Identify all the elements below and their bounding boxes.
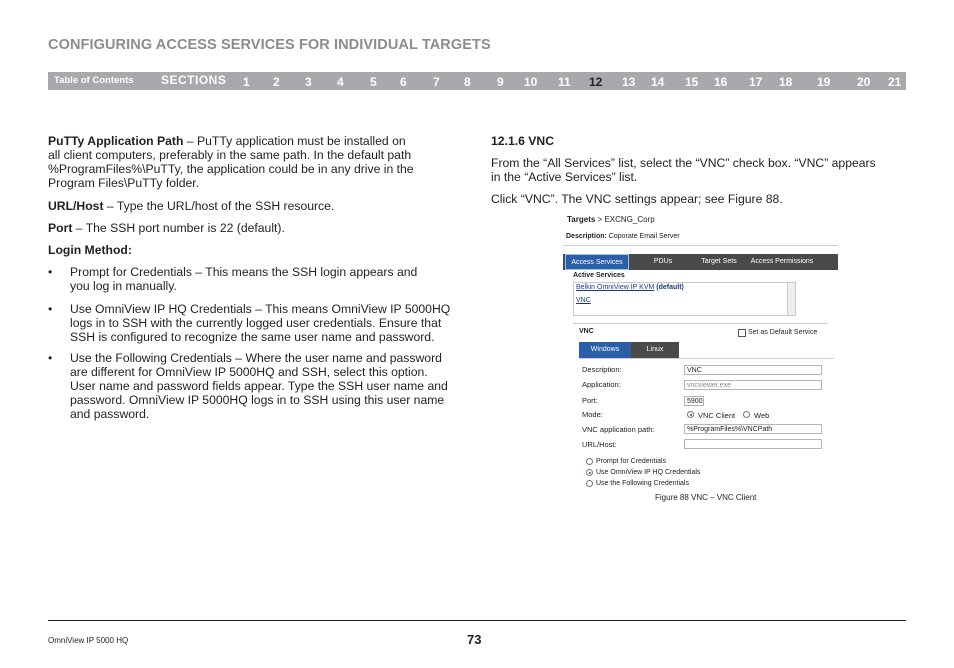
section-link-6[interactable]: 6 <box>400 75 407 89</box>
tab-pdus[interactable]: PDUs <box>653 258 673 265</box>
section-link-9[interactable]: 9 <box>497 75 504 89</box>
port-label: Port <box>48 221 73 235</box>
login-method-heading: Login Method: <box>48 243 132 257</box>
tab-windows[interactable]: Windows <box>579 342 631 358</box>
section-link-11[interactable]: 11 <box>558 75 571 89</box>
footer-product-name: OmniView IP 5000 HQ <box>48 636 129 645</box>
bullet-dot: • <box>48 302 53 316</box>
section-link-7[interactable]: 7 <box>433 75 440 89</box>
bullet-3-line-3: User name and password fields appear. Type the SSH user name and <box>70 379 448 393</box>
application-input[interactable]: vncviewer.exe <box>684 380 822 390</box>
section-link-20[interactable]: 20 <box>857 75 871 89</box>
description-value: Coporate Email Server <box>606 233 680 240</box>
vnc-panel-title: VNC <box>579 328 594 335</box>
left-column <box>48 134 468 434</box>
port-paragraph <box>48 221 285 235</box>
section-heading-vnc: 12.1.6 VNC <box>491 134 555 148</box>
login-prompt-label: Prompt for Credentials <box>596 458 667 465</box>
footer-rule <box>48 620 906 621</box>
section-link-17[interactable]: 17 <box>749 75 763 89</box>
tab-access-permissions[interactable]: Access Permissions <box>750 258 814 265</box>
login-following-credentials-radio[interactable] <box>586 480 593 487</box>
login-hq-credentials-label: Use OmniView IP HQ Credentials <box>596 469 701 476</box>
putty-path-line-4: Program Files\PuTTy folder. <box>48 176 200 190</box>
service-item-belkin[interactable]: Belkin OmniView IP KVM (default) <box>576 284 684 291</box>
tab-access-services[interactable]: Access Services <box>565 254 629 270</box>
section-link-4[interactable]: 4 <box>337 75 344 89</box>
vnc-path-input[interactable]: %ProgramFiles%\VNCPath <box>684 424 822 434</box>
target-name: EXCNG_Corp <box>604 215 655 224</box>
description-input[interactable]: VNC <box>684 365 822 375</box>
section-link-14[interactable]: 14 <box>651 75 665 89</box>
description-label: Description: <box>566 233 607 240</box>
section-nav-bar <box>48 72 906 90</box>
targets-label: Targets <box>567 215 596 224</box>
port-text: – The SSH port number is 22 (default). <box>72 221 285 235</box>
targets-breadcrumb <box>567 215 655 224</box>
mode-vnc-client-label: VNC Client <box>698 411 736 420</box>
target-description <box>566 233 680 240</box>
breadcrumb-separator: > <box>595 215 605 224</box>
page-header-title: CONFIGURING ACCESS SERVICES FOR INDIVIDUAL TARGETS <box>48 37 491 53</box>
page-number: 73 <box>467 632 482 647</box>
section-link-5[interactable]: 5 <box>370 75 377 89</box>
services-tab-bar <box>563 254 838 270</box>
figure-caption: Figure 88 VNC – VNC Client <box>655 493 757 502</box>
bullet-2-line-3: SSH is configured to recognize the same user name and password. <box>70 330 435 344</box>
putty-path-line-2: all client computers, preferably in the same path. In the default path <box>48 148 412 162</box>
vnc-path-field-label: VNC application path: <box>582 425 655 434</box>
mode-web-label: Web <box>754 411 770 420</box>
active-services-label: Active Services <box>573 272 625 279</box>
divider <box>573 323 828 324</box>
section-link-8[interactable]: 8 <box>464 75 471 89</box>
bullet-dot: • <box>48 265 53 279</box>
bullet-3-line-1: Use the Following Credentials – Where the user name and password <box>70 351 442 365</box>
putty-path-line-1 <box>48 134 406 148</box>
putty-path-label: PuTTy Application Path <box>48 134 184 148</box>
sections-label: SECTIONS <box>161 73 227 87</box>
bullet-3-line-5: and password. <box>70 407 150 421</box>
section-link-1[interactable]: 1 <box>243 75 250 89</box>
mode-field-label: Mode: <box>582 410 603 419</box>
section-link-18[interactable]: 18 <box>779 75 793 89</box>
bullet-3-line-4: password. OmniView IP 5000HQ logs in to SSH using this user name <box>70 393 445 407</box>
divider <box>579 358 834 359</box>
section-link-21[interactable]: 21 <box>888 75 902 89</box>
url-host-label: URL/Host <box>48 199 104 213</box>
vnc-settings-figure <box>557 212 838 489</box>
port-field-label: Port: <box>582 396 598 405</box>
url-host-input[interactable] <box>684 439 822 449</box>
os-tab-bar <box>579 342 679 358</box>
section-link-12[interactable]: 12 <box>589 75 603 89</box>
url-host-paragraph <box>48 199 334 213</box>
application-field-label: Application: <box>582 380 621 389</box>
login-hq-credentials-radio[interactable] <box>586 469 593 476</box>
section-link-3[interactable]: 3 <box>305 75 312 89</box>
description-field-label: Description: <box>582 365 622 374</box>
bullet-1-line-2: you log in manually. <box>70 279 177 293</box>
list-scrollbar[interactable] <box>787 283 795 315</box>
section-link-13[interactable]: 13 <box>622 75 636 89</box>
putty-path-text-1: – PuTTy application must be installed on <box>183 134 406 148</box>
section-link-2[interactable]: 2 <box>273 75 280 89</box>
putty-path-line-3: %ProgramFiles%\PuTTy, the application could be in any drive in the <box>48 162 414 176</box>
login-prompt-radio[interactable] <box>586 458 593 465</box>
port-input[interactable]: 5900 <box>684 396 704 406</box>
bullet-2-line-2: logs in to SSH with the currently logged user credentials. Ensure that <box>70 316 442 330</box>
table-of-contents-link[interactable]: Table of Contents <box>54 75 134 86</box>
tab-target-sets[interactable]: Target Sets <box>701 258 737 265</box>
section-link-19[interactable]: 19 <box>817 75 831 89</box>
section-link-16[interactable]: 16 <box>714 75 728 89</box>
right-column <box>491 134 906 214</box>
vnc-click-instruction: Click “VNC”. The VNC settings appear; see Figure 88. <box>491 192 783 206</box>
mode-web-radio[interactable] <box>743 411 750 418</box>
vnc-intro-line-2: in the “Active Services” list. <box>491 170 638 184</box>
divider <box>563 245 838 246</box>
url-host-field-label: URL/Host: <box>582 440 617 449</box>
default-service-checkbox[interactable] <box>738 329 746 337</box>
bullet-1-line-1: Prompt for Credentials – This means the SSH login appears and <box>70 265 418 279</box>
url-host-text: – Type the URL/host of the SSH resource. <box>103 199 335 213</box>
bullet-3-line-2: are different for OmniView IP 5000HQ and SSH, select this option. <box>70 365 428 379</box>
vnc-intro-line-1: From the “All Services” list, select the “VNC” check box. “VNC” appears <box>491 156 876 170</box>
section-link-15[interactable]: 15 <box>685 75 699 89</box>
mode-vnc-client-radio[interactable] <box>687 411 694 418</box>
tab-linux[interactable]: Linux <box>646 346 664 353</box>
service-item-vnc[interactable]: VNC <box>576 297 591 304</box>
bullet-dot: • <box>48 351 53 365</box>
section-link-10[interactable]: 10 <box>524 75 538 89</box>
bullet-2-line-1: Use OmniView IP HQ Credentials – This means OmniView IP 5000HQ <box>70 302 451 316</box>
login-following-credentials-label: Use the Following Credentials <box>596 480 689 487</box>
active-services-list[interactable] <box>573 282 796 316</box>
default-service-label: Set as Default Service <box>748 329 818 336</box>
